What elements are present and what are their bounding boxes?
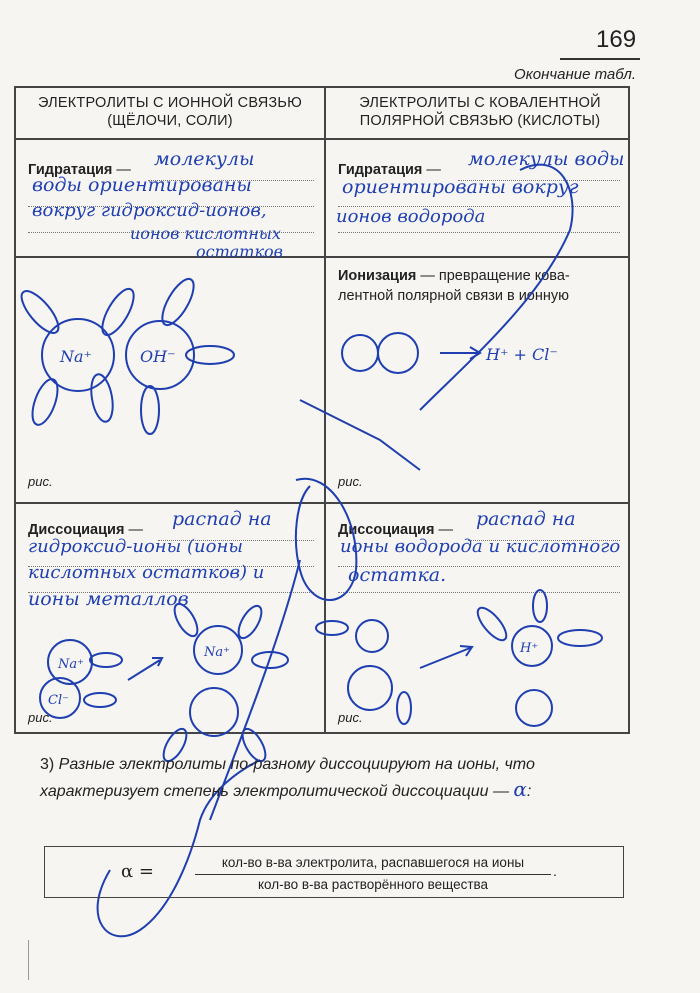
- figure-label: рис.: [28, 710, 53, 725]
- page-number-underline: [560, 58, 640, 60]
- table-column-divider: [324, 88, 326, 732]
- paragraph-degree-of-dissociation: 3) Разные электролиты по-разному диссоциируют на ионы, что характеризует степень электролитической диссоциации — α:: [40, 756, 535, 801]
- dissociation-right-answer-3: остатка.: [348, 564, 447, 586]
- fraction-bar: [195, 874, 551, 875]
- electrolytes-table: [14, 86, 630, 734]
- hydrogen-ion-label: H⁺: [520, 641, 539, 656]
- hydration-left-answer-1: молекулы: [154, 148, 255, 170]
- hydration-right-answer-2: ориентированы вокруг: [342, 176, 579, 198]
- formula-end: .: [553, 863, 557, 879]
- header-covalent-electrolytes: ЭЛЕКТРОЛИТЫ С КОВАЛЕНТНОЙ ПОЛЯРНОЙ СВЯЗЬЮ (КИСЛОТЫ): [359, 95, 601, 129]
- hydration-left-answer-5: остатков: [196, 242, 283, 261]
- dissociation-right-title: Диссоциация —: [338, 522, 453, 538]
- hydration-right-title: Гидратация —: [338, 162, 441, 178]
- figure-label: рис.: [28, 474, 53, 489]
- dissociation-left-answer-4: ионы металлов: [28, 588, 189, 610]
- dissociation-left-answer-2: гидроксид-ионы (ионы: [28, 536, 244, 557]
- dissociation-left-answer-1: распад на: [172, 508, 272, 530]
- hydration-left-answer-3: вокруг гидроксид-ионов,: [32, 200, 267, 221]
- ionization-definition: Ионизация — превращение кова- лентной полярной связи в ионную: [338, 268, 570, 304]
- dissociation-right-answer-1: распад на: [476, 508, 576, 530]
- header-ionic-electrolytes: ЭЛЕКТРОЛИТЫ С ИОННОЙ СВЯЗЬЮ (ЩЁЛОЧИ, СОЛИ): [38, 95, 302, 129]
- figure-label: рис.: [338, 710, 363, 725]
- sodium-ion-label: Na⁺: [58, 657, 84, 672]
- table-row-divider: [16, 502, 628, 504]
- ionization-products-label: H⁺ + Cl⁻: [486, 345, 558, 364]
- dissociation-left-title: Диссоциация —: [28, 522, 143, 538]
- table-continuation-label: Окончание табл.: [514, 66, 636, 83]
- hydration-right-answer-1: молекулы воды: [468, 148, 625, 170]
- dissociation-right-answer-2: ионы водорода и кислотного: [340, 536, 621, 557]
- page-number: 169: [596, 26, 637, 53]
- sodium-ion-label: Na⁺: [60, 347, 92, 366]
- dissociation-degree-formula: [44, 846, 624, 898]
- figure-label: рис.: [338, 474, 363, 489]
- formula-numerator: кол-во в-ва электролита, распавшегося на ионы: [221, 855, 525, 870]
- formula-symbol: α =: [121, 861, 154, 882]
- chloride-ion-label: Cl⁻: [48, 693, 69, 708]
- hydration-left-answer-4: ионов кислотных: [130, 224, 281, 243]
- formula-denominator: кол-во в-ва растворённого вещества: [257, 877, 489, 892]
- table-row-divider: [16, 256, 628, 258]
- hydration-left-title: Гидратация —: [28, 162, 131, 178]
- hydroxide-ion-label: OH⁻: [140, 347, 176, 366]
- sodium-ion-label: Na⁺: [204, 645, 230, 660]
- page-edge-line: [28, 940, 29, 980]
- hydration-right-answer-3: ионов водорода: [336, 206, 486, 227]
- dissociation-left-answer-3: кислотных остатков) и: [28, 562, 265, 583]
- table-row-divider: [16, 138, 628, 140]
- hydration-left-answer-2: воды ориентированы: [32, 174, 252, 196]
- paragraph-answer: α: [513, 777, 527, 801]
